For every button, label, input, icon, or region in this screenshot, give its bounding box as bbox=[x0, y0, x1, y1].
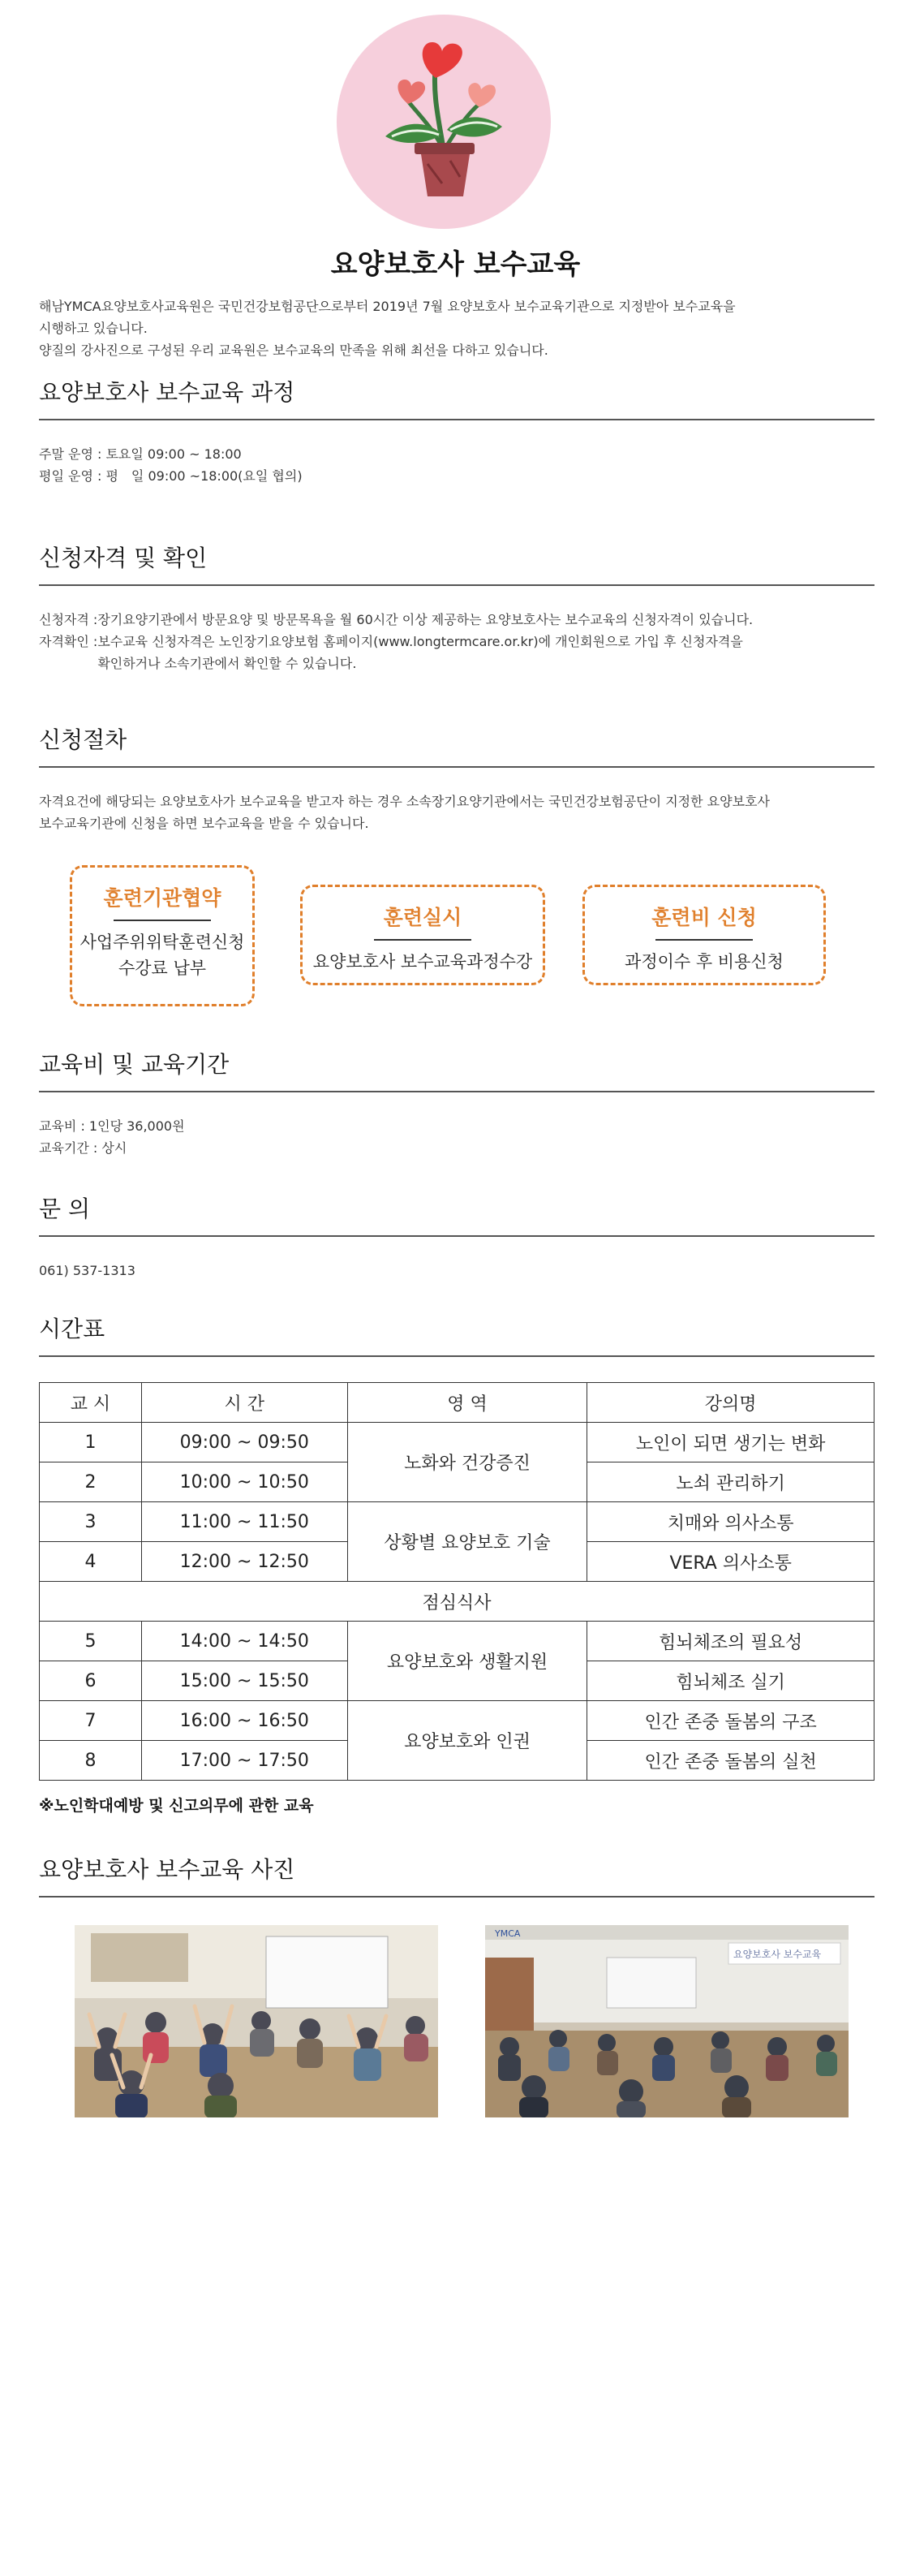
course-schedule bbox=[39, 443, 874, 487]
table-row bbox=[40, 1622, 874, 1661]
procedure-section bbox=[39, 724, 874, 834]
period-cell: 6 bbox=[40, 1661, 142, 1701]
section-divider bbox=[39, 1355, 874, 1357]
row-value: 보수교육 신청자격은 노인장기요양보험 홈페이지(www.longtermcare.or.kr)에 개인회원으로 가입 후 신청자격을 bbox=[97, 634, 743, 649]
lecture-cell: 노쇠 관리하기 bbox=[587, 1462, 874, 1502]
step-title: 훈련기관협약 bbox=[103, 886, 221, 910]
step-divider bbox=[114, 920, 211, 921]
period-cell: 2 bbox=[40, 1462, 142, 1502]
period-cell: 5 bbox=[40, 1622, 142, 1661]
banner-brand: YMCA bbox=[495, 1928, 521, 1939]
section-heading: 문 의 bbox=[39, 1195, 90, 1222]
section-divider bbox=[39, 419, 874, 420]
lecture-cell: 힘뇌체조 실기 bbox=[587, 1661, 874, 1701]
section-heading: 요양보호사 보수교육 과정 bbox=[39, 379, 295, 406]
column-header: 영 역 bbox=[347, 1383, 587, 1423]
contact-phone: 061) 537-1313 bbox=[39, 1263, 135, 1278]
step-title: 훈련실시 bbox=[383, 906, 462, 929]
time-cell: 10:00 ~ 10:50 bbox=[141, 1462, 347, 1502]
lunch-cell: 점심식사 bbox=[40, 1582, 874, 1622]
row-key: 자격확인 : bbox=[39, 634, 98, 649]
table-header-row bbox=[40, 1383, 874, 1423]
fee-line: 교육비 : 1인당 36,000원 bbox=[39, 1118, 185, 1134]
time-cell: 11:00 ~ 11:50 bbox=[141, 1502, 347, 1542]
section-divider bbox=[39, 584, 874, 586]
class-photo-lecture bbox=[485, 1925, 849, 2117]
period-cell: 7 bbox=[40, 1701, 142, 1741]
step-card bbox=[70, 865, 255, 1006]
section-heading: 신청절차 bbox=[39, 726, 127, 753]
column-header: 시 간 bbox=[141, 1383, 347, 1423]
section-divider bbox=[39, 1235, 874, 1237]
table-row bbox=[40, 1502, 874, 1542]
step-desc: 요양보호사 보수교육과정수강 bbox=[312, 952, 533, 971]
timetable bbox=[39, 1382, 874, 1781]
hero-flower-pot-illustration bbox=[337, 15, 551, 229]
schedule-line: 평일 운영 : 평 일 09:00 ~18:00(요일 협의) bbox=[39, 468, 303, 484]
procedure-line: 보수교육기관에 신청을 하면 보수교육을 받을 수 있습니다. bbox=[39, 816, 369, 831]
section-heading: 교육비 및 교육기간 bbox=[39, 1051, 230, 1078]
lecture-cell: 치매와 의사소통 bbox=[587, 1502, 874, 1542]
section-divider bbox=[39, 1091, 874, 1092]
column-header: 강의명 bbox=[587, 1383, 874, 1423]
step-desc: 사업주위위탁훈련신청 bbox=[79, 933, 245, 952]
period-cell: 3 bbox=[40, 1502, 142, 1542]
lecture-cell: 인간 존중 돌봄의 구조 bbox=[587, 1701, 874, 1741]
eligibility-details bbox=[39, 609, 874, 674]
timetable-section bbox=[39, 1313, 874, 1357]
lecture-cell: 힘뇌체조의 필요성 bbox=[587, 1622, 874, 1661]
table-row bbox=[40, 1701, 874, 1741]
table-row bbox=[40, 1423, 874, 1462]
column-header: 교 시 bbox=[40, 1383, 142, 1423]
area-cell: 요양보호와 인권 bbox=[347, 1701, 587, 1781]
lecture-cell: 인간 존중 돌봄의 실천 bbox=[587, 1741, 874, 1781]
row-value-block bbox=[97, 631, 743, 674]
time-cell: 14:00 ~ 14:50 bbox=[141, 1622, 347, 1661]
row-value: 장기요양기관에서 방문요양 및 방문목욕을 월 60시간 이상 제공하는 요양보호사는 보수교육의 신청자격이 있습니다. bbox=[97, 612, 754, 627]
period-cell: 4 bbox=[40, 1542, 142, 1582]
section-divider bbox=[39, 766, 874, 768]
lunch-row bbox=[40, 1582, 874, 1622]
intro-line: 양질의 강사진으로 구성된 우리 교육원은 보수교육의 만족을 위해 최선을 다하고 있습니다. bbox=[39, 342, 548, 358]
step-divider bbox=[374, 939, 471, 941]
time-cell: 12:00 ~ 12:50 bbox=[141, 1542, 347, 1582]
area-cell: 요양보호와 생활지원 bbox=[347, 1622, 587, 1701]
time-cell: 09:00 ~ 09:50 bbox=[141, 1423, 347, 1462]
intro-line: 해남YMCA요양보호사교육원은 국민건강보험공단으로부터 2019년 7월 요양보호사 보수교육기관으로 지정받아 보수교육을 bbox=[39, 299, 736, 314]
procedure-steps bbox=[39, 865, 874, 1008]
row-key: 신청자격 : bbox=[39, 612, 98, 627]
period-cell: 8 bbox=[40, 1741, 142, 1781]
section-divider bbox=[39, 1896, 874, 1898]
contact-section bbox=[39, 1193, 874, 1282]
section-heading: 신청자격 및 확인 bbox=[39, 545, 208, 571]
class-photo-exercise bbox=[75, 1925, 438, 2117]
step-desc: 과정이수 후 비용신청 bbox=[625, 952, 784, 971]
area-cell: 노화와 건강증진 bbox=[347, 1423, 587, 1502]
lecture-cell: VERA 의사소통 bbox=[587, 1542, 874, 1582]
eligibility-section bbox=[39, 542, 874, 674]
course-section bbox=[39, 377, 874, 487]
section-heading: 시간표 bbox=[39, 1316, 105, 1342]
step-desc: 수강료 납부 bbox=[118, 958, 207, 978]
procedure-line: 자격요건에 해당되는 요양보호사가 보수교육을 받고자 하는 경우 소속장기요양기관에서는 국민건강보험공단이 지정한 요양보호사 bbox=[39, 794, 770, 809]
time-cell: 16:00 ~ 16:50 bbox=[141, 1701, 347, 1741]
photos-section bbox=[39, 1854, 874, 1898]
eligibility-row bbox=[39, 609, 874, 631]
step-card bbox=[300, 885, 545, 985]
row-value: 확인하거나 소속기관에서 확인할 수 있습니다. bbox=[97, 656, 357, 671]
step-divider bbox=[655, 939, 753, 941]
time-cell: 17:00 ~ 17:50 bbox=[141, 1741, 347, 1781]
timetable-note: ※노인학대예방 및 신고의무에 관한 교육 bbox=[39, 1797, 314, 1815]
step-card bbox=[582, 885, 826, 985]
area-cell: 상황별 요양보호 기술 bbox=[347, 1502, 587, 1582]
lecture-cell: 노인이 되면 생기는 변화 bbox=[587, 1423, 874, 1462]
schedule-line: 주말 운영 : 토요일 09:00 ~ 18:00 bbox=[39, 446, 242, 462]
time-cell: 15:00 ~ 15:50 bbox=[141, 1661, 347, 1701]
intro-line: 시행하고 있습니다. bbox=[39, 321, 148, 336]
page-title: 요양보호사 보수교육 bbox=[330, 248, 581, 281]
fee-details bbox=[39, 1115, 874, 1159]
banner-text: 요양보호사 보수교육 bbox=[733, 1949, 822, 1960]
fee-section bbox=[39, 1049, 874, 1159]
procedure-text bbox=[39, 790, 874, 834]
fee-line: 교육기간 : 상시 bbox=[39, 1140, 127, 1156]
verification-row bbox=[39, 631, 874, 674]
intro-text bbox=[39, 295, 874, 361]
period-cell: 1 bbox=[40, 1423, 142, 1462]
section-heading: 요양보호사 보수교육 사진 bbox=[39, 1856, 295, 1883]
step-title: 훈련비 신청 bbox=[651, 906, 757, 929]
